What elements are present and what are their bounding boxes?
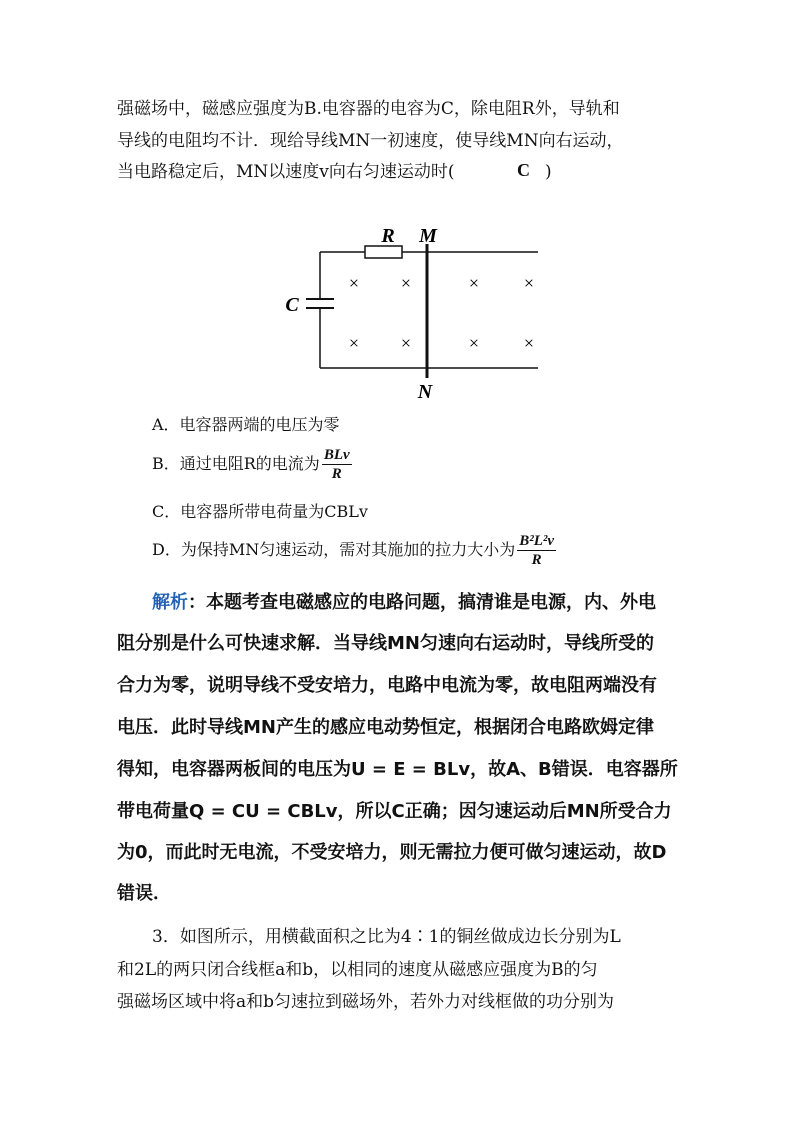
solution-line-1 (152, 590, 656, 616)
field-cross: × (523, 333, 535, 353)
problem-3-line-3: 强磁场区域中将a和b匀速拉到磁场外，若外力对线框做的功分别为 (117, 992, 615, 1012)
circuit-diagram (270, 222, 550, 406)
solution-line-8: 错误． (117, 883, 171, 904)
label-c: C (285, 294, 299, 316)
resistor-symbol (365, 246, 402, 258)
option-b-fraction (322, 446, 352, 483)
option-d (152, 532, 556, 569)
option-d-denominator: R (531, 552, 542, 568)
option-b-numerator: BLv (323, 447, 350, 463)
option-d-fraction (517, 532, 556, 569)
option-b-denominator: R (331, 466, 342, 482)
question-line-1: 强磁场中，磁感应强度为B.电容器的电容为C，除电阻R外，导轨和 (117, 99, 620, 119)
question-line-3: 当电路稳定后，MN以速度v向右匀速运动时( (117, 162, 455, 182)
solution-line-5: 得知，电容器两板间的电压为U = E = BLv，故A、B错误．电容器所 (117, 759, 678, 780)
solution-line-2: 阻分别是什么可快速求解．当导线MN匀速向右运动时，导线所受的 (117, 633, 654, 654)
solution-line-4: 电压．此时导线MN产生的感应电动势恒定，根据闭合电路欧姆定律 (117, 717, 654, 738)
label-r: R (381, 225, 395, 247)
option-d-text: D．为保持MN匀速运动，需对其施加的拉力大小为 (152, 540, 516, 559)
field-cross: × (348, 333, 360, 353)
label-m: M (419, 225, 437, 247)
solution-tag: 解析 (152, 592, 188, 613)
solution-line-7: 为0，而此时无电流，不受安培力，则无需拉力便可做匀速运动，故D (117, 842, 667, 863)
problem-3-line-1: 3．如图所示，用横截面积之比为4∶1的铜丝做成边长分别为L (152, 927, 621, 947)
field-cross: × (468, 273, 480, 293)
option-d-numerator: B²L²v (519, 533, 555, 549)
field-cross: × (468, 333, 480, 353)
field-cross: × (523, 273, 535, 293)
label-n: N (417, 381, 433, 403)
field-cross: × (400, 333, 412, 353)
field-cross: × (348, 273, 360, 293)
solution-line-6: 带电荷量Q = CU = CBLv，所以C正确；因匀速运动后MN所受合力 (117, 801, 672, 822)
option-a: A．电容器两端的电压为零 (152, 415, 340, 434)
problem-3-line-2: 和2L的两只闭合线框a和b，以相同的速度从磁感应强度为B的匀 (117, 960, 598, 980)
option-b-text: B．通过电阻R的电流为 (152, 454, 320, 473)
answer-choice: C (517, 160, 530, 180)
solution-line-1-text: ：本题考查电磁感应的电路问题，搞清谁是电源，内、外电 (188, 592, 656, 613)
option-c: C．电容器所带电荷量为CBLv (152, 502, 368, 521)
option-b (152, 446, 352, 483)
solution-line-3: 合力为零，说明导线不受安培力，电路中电流为零，故电阻两端没有 (117, 675, 657, 696)
answer-close-paren: ) (545, 162, 552, 182)
field-cross: × (400, 273, 412, 293)
question-line-2: 导线的电阻均不计．现给导线MN一初速度，使导线MN向右运动， (117, 131, 624, 151)
